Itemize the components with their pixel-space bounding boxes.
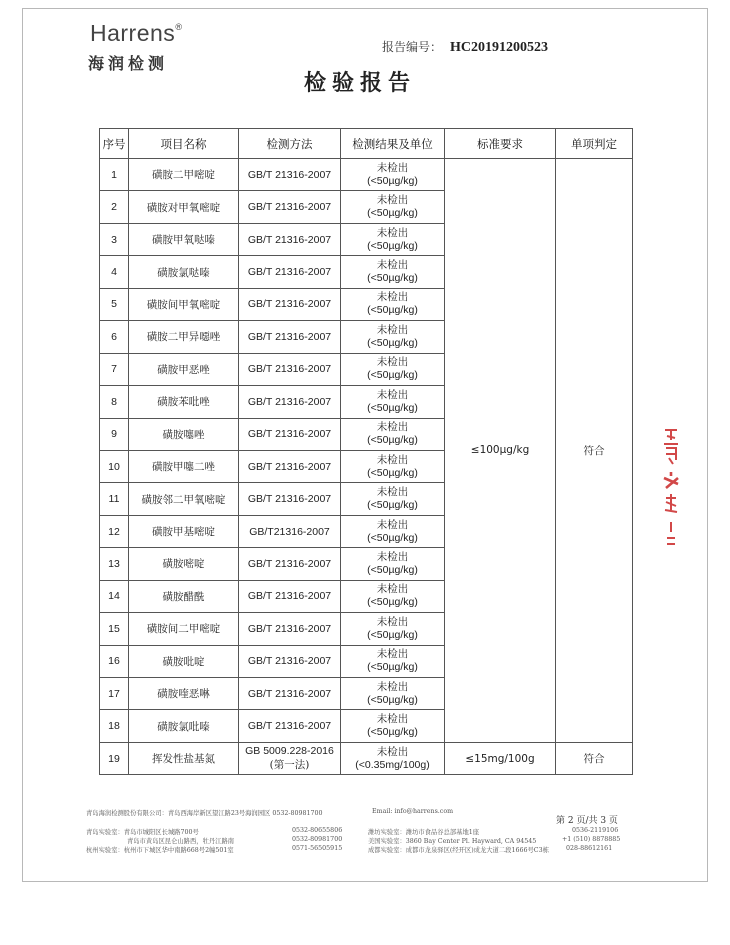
report-number [382, 38, 548, 56]
result-unit: (<0.35mg/100g) [355, 758, 430, 771]
result-cell [341, 678, 445, 710]
item-name: 磺胺间甲氧嘧啶 [129, 288, 239, 320]
col-header-verdict: 单项判定 [556, 129, 633, 159]
row-number: 2 [100, 191, 129, 223]
row-number: 19 [100, 742, 129, 774]
result-text: 未检出 [376, 583, 409, 596]
footer-lab: 美国实验室：3860 Bay Center Pl. Hayward, CA 94545 [368, 838, 537, 845]
result-unit: (<50µg/kg) [367, 434, 418, 447]
footer-lab: 青岛实验室：青岛市城阳区长城路700号 [86, 829, 199, 836]
result-text: 未检出 [376, 745, 409, 758]
table-header-row [100, 129, 633, 159]
result-unit: (<50µg/kg) [367, 304, 418, 317]
result-text: 未检出 [376, 323, 409, 336]
test-method: GB/T 21316-2007 [239, 418, 341, 450]
col-header-method: 检测方法 [239, 129, 341, 159]
single-verdict: 符合 [556, 159, 633, 743]
result-cell [341, 710, 445, 742]
row-number: 18 [100, 710, 129, 742]
footer-phone: 0532-80655806 [292, 827, 343, 834]
result-cell [341, 483, 445, 515]
footer-phone: +1 (510) 8878885 [562, 836, 621, 843]
page-number: 第 2 页/共 3 页 [556, 816, 618, 826]
row-number: 10 [100, 450, 129, 482]
result-unit: (<50µg/kg) [367, 369, 418, 382]
item-name: 磺胺氯哒嗪 [129, 256, 239, 288]
report-number-value: HC20191200523 [450, 40, 549, 55]
table-row [100, 159, 633, 191]
test-method: GB/T 21316-2007 [239, 548, 341, 580]
test-method: GB/T 21316-2007 [239, 678, 341, 710]
page-title: 检验报告 [304, 71, 417, 96]
row-number: 14 [100, 580, 129, 612]
result-unit: (<50µg/kg) [367, 336, 418, 349]
row-number: 1 [100, 159, 129, 191]
item-name: 磺胺对甲氧嘧啶 [129, 191, 239, 223]
row-number: 8 [100, 386, 129, 418]
item-name: 磺胺氯吡嗪 [129, 710, 239, 742]
item-name: 磺胺醋酰 [129, 580, 239, 612]
result-text: 未检出 [376, 161, 409, 174]
col-header-no: 序号 [100, 129, 129, 159]
result-cell [341, 418, 445, 450]
result-text: 未检出 [376, 259, 409, 272]
result-unit: (<50µg/kg) [367, 693, 418, 706]
result-text: 未检出 [376, 453, 409, 466]
footer-email: Email: info@harrens.com [372, 808, 454, 815]
result-unit: (<50µg/kg) [367, 531, 418, 544]
result-unit: (<50µg/kg) [367, 499, 418, 512]
result-cell [341, 580, 445, 612]
test-method: GB/T 21316-2007 [239, 223, 341, 255]
result-unit: (<50µg/kg) [367, 174, 418, 187]
table-row [100, 742, 633, 774]
footer-lab: 成都实验室：成都市龙泉驿区(经开区)成龙大道二段1666号C3栋 [368, 847, 549, 854]
test-method: GB/T 21316-2007 [239, 450, 341, 482]
result-unit: (<50µg/kg) [367, 272, 418, 285]
method-line: GB 5009.228-2016 [245, 745, 334, 758]
footer-lab: 青岛市黄岛区昆仑山路西，牡丹江路南 [127, 838, 235, 845]
row-number: 4 [100, 256, 129, 288]
result-text: 未检出 [376, 388, 409, 401]
footer-lab: 杭州实验室：杭州市下城区华中南路668号2幢501室 [86, 847, 234, 854]
result-text: 未检出 [376, 226, 409, 239]
result-text: 未检出 [376, 648, 409, 661]
item-name: 磺胺噻唑 [129, 418, 239, 450]
result-text: 未检出 [376, 713, 409, 726]
test-method: GB/T 21316-2007 [239, 580, 341, 612]
test-method: GB/T 21316-2007 [239, 386, 341, 418]
row-number: 11 [100, 483, 129, 515]
result-cell [341, 159, 445, 191]
item-name: 磺胺间二甲嘧啶 [129, 613, 239, 645]
test-method: GB/T21316-2007 [239, 515, 341, 547]
result-unit: (<50µg/kg) [367, 239, 418, 252]
result-unit: (<50µg/kg) [367, 726, 418, 739]
result-text: 未检出 [376, 680, 409, 693]
result-text: 未检出 [376, 421, 409, 434]
item-name: 磺胺二甲嘧啶 [129, 159, 239, 191]
test-method [239, 742, 341, 774]
footer-hq: 青岛海润检测股份有限公司：青岛西海岸新区望江路23号海润园区 0532-80981700 [86, 810, 323, 817]
test-method: GB/T 21316-2007 [239, 483, 341, 515]
item-name: 磺胺甲氧哒嗪 [129, 223, 239, 255]
seal-stamp [661, 426, 683, 548]
result-unit: (<50µg/kg) [367, 596, 418, 609]
result-text: 未检出 [376, 550, 409, 563]
result-cell [341, 515, 445, 547]
test-method: GB/T 21316-2007 [239, 613, 341, 645]
footer-lab: 潍坊实验室：潍坊市食品谷总部基地1座 [368, 829, 480, 836]
company-logo-cn: 海润检测 [88, 54, 169, 73]
result-unit: (<50µg/kg) [367, 628, 418, 641]
footer-phone: 0532-80981700 [292, 836, 343, 843]
report-number-label: 报告编号： [382, 40, 443, 54]
row-number: 16 [100, 645, 129, 677]
row-number: 12 [100, 515, 129, 547]
footer-phone: 0571-56505915 [292, 845, 343, 852]
result-unit: (<50µg/kg) [367, 661, 418, 674]
col-header-item: 项目名称 [129, 129, 239, 159]
footer-phone: 028-88612161 [566, 845, 613, 852]
result-cell [341, 386, 445, 418]
item-name: 磺胺嘧啶 [129, 548, 239, 580]
result-text: 未检出 [376, 486, 409, 499]
result-unit: (<50µg/kg) [367, 207, 418, 220]
standard-requirement: ≤100µg/kg [445, 159, 556, 743]
item-name: 磺胺吡啶 [129, 645, 239, 677]
test-method: GB/T 21316-2007 [239, 645, 341, 677]
item-name: 磺胺二甲异噁唑 [129, 321, 239, 353]
result-text: 未检出 [376, 194, 409, 207]
result-cell [341, 256, 445, 288]
single-verdict: 符合 [556, 742, 633, 774]
result-cell [341, 321, 445, 353]
result-unit: (<50µg/kg) [367, 466, 418, 479]
result-cell [341, 191, 445, 223]
footer-phone: 0536-2119106 [572, 827, 619, 834]
item-name: 磺胺甲噻二唑 [129, 450, 239, 482]
result-text: 未检出 [376, 615, 409, 628]
result-cell [341, 613, 445, 645]
result-unit: (<50µg/kg) [367, 563, 418, 576]
result-text: 未检出 [376, 518, 409, 531]
company-logo: Harrens® [90, 20, 183, 46]
result-cell [341, 223, 445, 255]
test-method: GB/T 21316-2007 [239, 710, 341, 742]
result-cell [341, 353, 445, 385]
result-text: 未检出 [376, 291, 409, 304]
test-method: GB/T 21316-2007 [239, 288, 341, 320]
col-header-result: 检测结果及单位 [341, 129, 445, 159]
test-method: GB/T 21316-2007 [239, 159, 341, 191]
row-number: 9 [100, 418, 129, 450]
test-method: GB/T 21316-2007 [239, 191, 341, 223]
result-cell [341, 645, 445, 677]
result-cell [341, 548, 445, 580]
row-number: 5 [100, 288, 129, 320]
row-number: 6 [100, 321, 129, 353]
item-name: 磺胺甲恶唑 [129, 353, 239, 385]
row-number: 3 [100, 223, 129, 255]
test-method: GB/T 21316-2007 [239, 353, 341, 385]
row-number: 15 [100, 613, 129, 645]
result-cell [341, 288, 445, 320]
result-cell [341, 742, 445, 774]
test-method: GB/T 21316-2007 [239, 256, 341, 288]
result-cell [341, 450, 445, 482]
item-name: 挥发性盐基氮 [129, 742, 239, 774]
item-name: 磺胺喹恶啉 [129, 678, 239, 710]
inspection-table [99, 128, 633, 775]
col-header-standard: 标准要求 [445, 129, 556, 159]
method-note: (第一法) [269, 759, 310, 772]
item-name: 磺胺苯吡唑 [129, 386, 239, 418]
item-name: 磺胺邻二甲氧嘧啶 [129, 483, 239, 515]
row-number: 13 [100, 548, 129, 580]
standard-requirement: ≤15mg/100g [445, 742, 556, 774]
row-number: 7 [100, 353, 129, 385]
result-text: 未检出 [376, 356, 409, 369]
test-method: GB/T 21316-2007 [239, 321, 341, 353]
result-unit: (<50µg/kg) [367, 401, 418, 414]
row-number: 17 [100, 678, 129, 710]
item-name: 磺胺甲基嘧啶 [129, 515, 239, 547]
